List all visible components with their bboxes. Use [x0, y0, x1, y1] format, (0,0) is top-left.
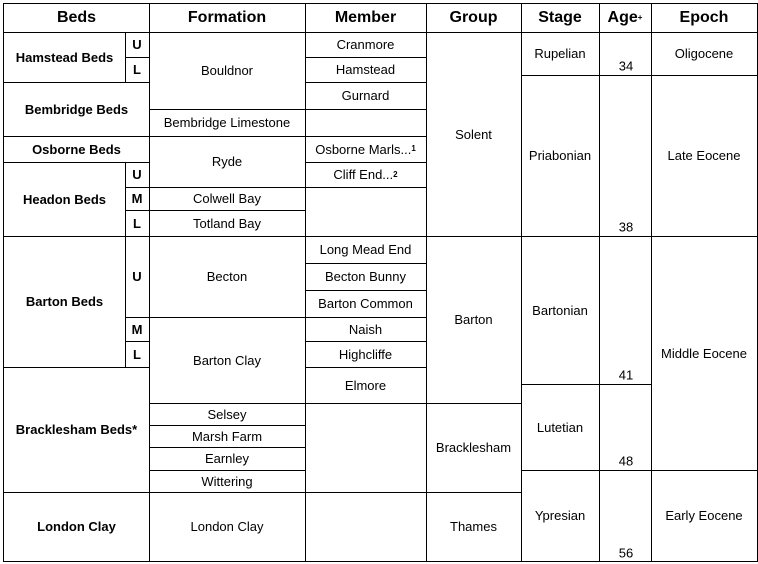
h-form-425	[149, 425, 306, 426]
h-mem-236	[305, 236, 427, 237]
epoch-late-eocene: Late Eocene	[667, 148, 741, 163]
h-sub-236	[125, 236, 150, 237]
bed-barton: Barton Beds	[25, 294, 104, 309]
h-form-210	[149, 210, 306, 211]
member-gurnard: Gurnard	[341, 88, 390, 103]
h-sub-367	[125, 367, 150, 368]
bed-headon: Headon Beds	[22, 191, 107, 207]
age-34: 34	[618, 58, 634, 74]
bed-london-clay: London Clay	[37, 519, 116, 534]
h-form-403	[149, 403, 306, 404]
subdivision-hamstead-l: L	[133, 62, 141, 77]
h-beds-367	[3, 367, 126, 368]
member-osborne-marls: Osborne Marls... 1	[315, 141, 416, 157]
epoch-oligocene: Oligocene	[674, 46, 734, 61]
h-mem-57	[305, 57, 427, 58]
h-mem-492	[305, 492, 427, 493]
h-time-75	[521, 75, 758, 76]
bed-bracklesham: Bracklesham Beds*	[15, 422, 138, 437]
h-form-187	[149, 187, 306, 188]
header-beds: Beds	[56, 9, 97, 26]
col-divider-age	[599, 3, 600, 562]
border-left	[3, 3, 4, 562]
bed-osborne: Osborne Beds	[32, 141, 121, 157]
member-barton-common: Barton Common	[318, 296, 413, 311]
h-mem-403	[305, 403, 427, 404]
h-sub-210	[125, 210, 150, 211]
group-barton: Barton	[454, 312, 493, 327]
formation-barton-clay: Barton Clay	[193, 352, 261, 368]
h-mem-263	[305, 263, 427, 264]
header-age-label: Age	[607, 9, 638, 26]
bed-bembridge: Bembridge Beds	[24, 101, 129, 117]
formation-selsey: Selsey	[207, 406, 247, 422]
h-sub-341	[125, 341, 150, 342]
h-beds-162	[3, 162, 126, 163]
member-cranmore: Cranmore	[336, 37, 395, 52]
epoch-middle-eocene: Middle Eocene	[661, 345, 747, 361]
border-top	[3, 3, 758, 4]
member-becton-bunny: Becton Bunny	[325, 269, 406, 284]
member-cliff-end-label: Cliff End...	[333, 167, 394, 182]
header-age: Age +	[607, 9, 643, 26]
header-member: Member	[334, 9, 397, 26]
col-divider-epoch	[651, 3, 652, 562]
h-form-447	[149, 447, 306, 448]
formation-bembridge-limestone: Bembridge Limestone	[163, 115, 291, 130]
h-mem-187	[305, 187, 427, 188]
h-mem-367	[305, 367, 427, 368]
col-divider-stage	[521, 3, 522, 562]
subdivision-barton-u: U	[132, 269, 142, 284]
col-divider-formation	[149, 3, 150, 562]
h-mem-136	[305, 136, 427, 137]
subcol-headon-barton	[125, 162, 126, 367]
h-grp-236	[426, 236, 522, 237]
group-solent: Solent	[455, 126, 492, 142]
h-beds-136	[3, 136, 150, 137]
member-elmore: Elmore	[344, 377, 387, 393]
h-form-317	[149, 317, 306, 318]
h-form-236	[149, 236, 306, 237]
h-mem-290	[305, 290, 427, 291]
header-stage: Stage	[538, 9, 582, 26]
header-divider	[3, 32, 758, 33]
stage-lutetian: Lutetian	[536, 419, 584, 435]
h-sub-317	[125, 317, 150, 318]
h-time-470	[521, 470, 758, 471]
age-56: 56	[618, 545, 634, 561]
h-sub-162	[125, 162, 150, 163]
stage-rupelian: Rupelian	[534, 46, 586, 61]
stage-ypresian: Ypresian	[534, 508, 586, 523]
header-epoch: Epoch	[679, 9, 729, 26]
formation-wittering: Wittering	[201, 473, 253, 489]
h-sub-187	[125, 187, 150, 188]
col-divider-group	[426, 3, 427, 562]
member-osborne-marls-label: Osborne Marls...	[315, 141, 412, 157]
subdivision-hamstead-u: U	[132, 37, 142, 52]
border-bottom	[3, 561, 758, 562]
formation-london-clay: London Clay	[190, 519, 264, 534]
header-group: Group	[449, 9, 498, 26]
subdivision-headon-m: M	[131, 191, 143, 206]
formation-bouldnor: Bouldnor	[200, 63, 254, 78]
h-mem-109	[305, 109, 427, 110]
h-mem-341	[305, 341, 427, 342]
age-48: 48	[618, 453, 634, 469]
h-form-470	[149, 470, 306, 471]
formation-marsh-farm: Marsh Farm	[191, 428, 263, 444]
member-long-mead-end: Long Mead End	[319, 242, 412, 257]
subdivision-headon-l: L	[133, 215, 141, 231]
member-highcliffe: Highcliffe	[338, 346, 393, 362]
h-mem-162	[305, 162, 427, 163]
h-beds-82	[3, 82, 150, 83]
h-beds-492	[3, 492, 150, 493]
formation-colwell-bay: Colwell Bay	[193, 191, 261, 206]
member-cliff-end: Cliff End... 2	[333, 167, 398, 182]
h-sub-57	[125, 57, 150, 58]
formation-earnley: Earnley	[204, 451, 250, 466]
formation-totland-bay: Totland Bay	[193, 215, 261, 231]
h-form-492	[149, 492, 306, 493]
subdivision-headon-u: U	[132, 167, 142, 182]
age-41: 41	[618, 367, 634, 383]
member-naish: Naish	[348, 321, 383, 337]
bed-hamstead: Hamstead Beds	[15, 49, 114, 65]
h-grp-403	[426, 403, 522, 404]
header-formation: Formation	[187, 9, 267, 26]
age-38: 38	[618, 219, 634, 235]
h-time-236	[521, 236, 758, 237]
h-mem-317	[305, 317, 427, 318]
h-beds-236	[3, 236, 126, 237]
stage-priabonian: Priabonian	[528, 148, 592, 163]
formation-ryde: Ryde	[211, 154, 243, 169]
h-stage-384	[521, 384, 652, 385]
subdivision-barton-m: M	[131, 321, 143, 337]
epoch-early-eocene: Early Eocene	[665, 508, 743, 523]
group-bracklesham: Bracklesham	[435, 440, 512, 455]
group-thames: Thames	[450, 519, 497, 534]
stage-bartonian: Bartonian	[532, 302, 588, 318]
col-divider-member	[305, 3, 306, 562]
h-mem-82	[305, 82, 427, 83]
formation-becton: Becton	[206, 269, 248, 284]
h-form-109	[149, 109, 306, 110]
h-grp-492	[426, 492, 522, 493]
subdivision-barton-l: L	[133, 346, 141, 362]
h-form-136	[149, 136, 306, 137]
member-hamstead: Hamstead	[335, 62, 396, 77]
